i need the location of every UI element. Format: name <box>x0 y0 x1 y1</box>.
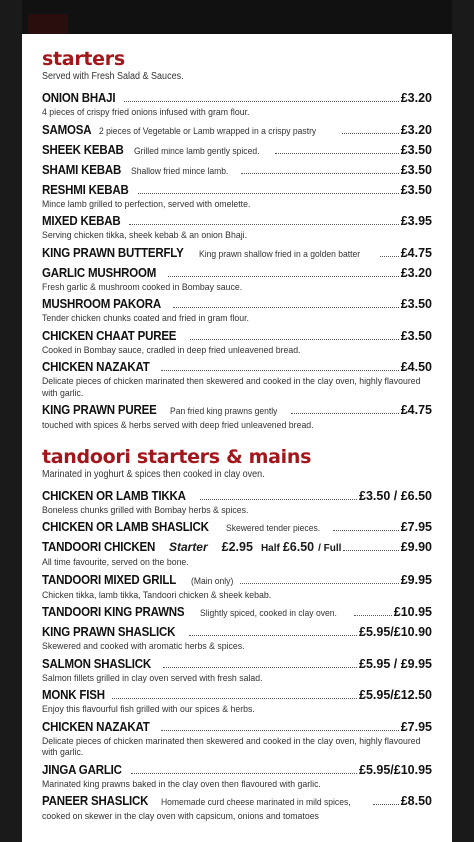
item-name: GARLIC MUSHROOM <box>42 265 157 280</box>
menu-item <box>42 123 432 139</box>
dot-leader <box>129 224 398 225</box>
item-name: SAMOSA <box>42 122 92 137</box>
item-description: Chicken tikka, lamb tikka, Tandoori chicken & sheek kebab. <box>42 589 272 601</box>
item-price: £3.20 <box>400 265 432 280</box>
item-price: £3.50 <box>400 297 432 311</box>
item-name: TANDOORI KING PRAWNS <box>42 605 185 619</box>
item-name: CHICKEN OR LAMB SHASLICK <box>42 520 209 534</box>
item-price: £3.20 <box>400 91 432 105</box>
item-description: Skewered and cooked with aromatic herbs & spices. <box>42 641 245 652</box>
full-label: / Full <box>318 543 342 554</box>
menu-item <box>42 794 432 823</box>
item-name: KING PRAWN BUTTERFLY <box>42 245 184 260</box>
item-name: CHICKEN OR LAMB TIKKA <box>42 488 186 503</box>
item-description: All time favourite, served on the bone. <box>42 557 189 568</box>
dot-leader <box>163 667 357 668</box>
dot-leader <box>168 276 399 277</box>
dot-leader <box>240 583 399 584</box>
item-name: SHAMI KEBAB <box>42 162 122 177</box>
dot-leader <box>131 773 357 774</box>
top-bar <box>22 0 452 34</box>
dot-leader <box>241 173 398 174</box>
menu-item <box>42 163 432 179</box>
item-description: cooked on skewer in the clay oven with capsicum, onions and tomatoes <box>42 811 319 822</box>
item-price: £3.50 <box>400 328 432 343</box>
tandoori-list <box>42 489 432 537</box>
dot-leader <box>333 530 399 531</box>
item-description: Delicate pieces of chicken marinated then skewered and cooked in the clay oven, highly flavoured with garlic. <box>42 735 421 758</box>
menu-item <box>42 266 432 294</box>
item-name: CHICKEN CHAAT PUREE <box>42 328 177 343</box>
item-description: Enjoy this flavourful fish grilled with our spices & herbs. <box>42 704 255 715</box>
item-price: £3.95 <box>400 214 432 228</box>
half-price: £6.50 <box>282 540 315 554</box>
item-inline-description: Shallow fried mince lamb. <box>131 165 229 177</box>
menu-item <box>42 657 432 685</box>
item-name: CHICKEN NAZAKAT <box>42 719 150 734</box>
dot-leader <box>354 615 392 616</box>
dot-leader <box>200 499 357 500</box>
dot-leader <box>190 339 399 340</box>
dot-leader <box>161 730 399 731</box>
item-price: £4.75 <box>400 245 432 260</box>
section-title-starters: starters <box>42 48 125 70</box>
dot-leader <box>275 153 399 154</box>
section-title-tandoori: tandoori starters & mains <box>42 445 312 468</box>
item-description: Serving chicken tikka, sheek kebab & an onion Bhaji. <box>42 230 248 241</box>
menu-item <box>42 573 432 602</box>
item-name: JINGA GARLIC <box>42 762 122 777</box>
item-inline-description: (Main only) <box>190 575 234 587</box>
item-price: £3.50 <box>400 162 432 177</box>
section-subtitle-starters: Served with Fresh Salad & Sauces. <box>42 71 184 82</box>
item-price: £10.95 <box>393 605 432 619</box>
menu-item <box>42 763 432 791</box>
item-inline-description: Grilled mince lamb gently spiced. <box>133 145 260 157</box>
menu-item <box>42 183 432 211</box>
item-name: RESHMI KEBAB <box>42 182 129 197</box>
dot-leader <box>138 193 399 194</box>
item-price: £3.20 <box>400 122 432 137</box>
item-name: SALMON SHASLICK <box>42 656 152 671</box>
item-name: KING PRAWN SHASLICK <box>42 625 176 639</box>
item-price: £8.50 <box>400 794 432 808</box>
menu-item <box>42 605 432 621</box>
item-description: Salmon fillets grilled in clay oven served with fresh salad. <box>42 672 263 684</box>
dot-leader <box>112 698 357 699</box>
item-price: £5.95/£10.95 <box>359 762 432 777</box>
item-inline-description: Slightly spiced, cooked in clay oven. <box>199 608 337 619</box>
item-description: Mince lamb grilled to perfection, served with omelette. <box>42 198 251 210</box>
full-price: £9.90 <box>400 540 432 554</box>
menu-item <box>42 489 432 517</box>
item-name: TANDOORI CHICKEN <box>42 540 156 554</box>
menu-content <box>42 48 432 827</box>
item-description: Boneless chunks grilled with Bombay herbs & spices. <box>42 504 249 516</box>
menu-item <box>42 297 432 325</box>
menu-item <box>42 143 432 159</box>
item-price: £5.95 / £9.95 <box>359 656 432 671</box>
menu-item <box>42 246 432 262</box>
item-name: MONK FISH <box>42 688 105 702</box>
item-name: CHICKEN NAZAKAT <box>42 360 150 374</box>
item-price: £4.75 <box>400 403 432 417</box>
item-name: ONION BHAJI <box>42 91 116 105</box>
item-price: £5.95/£12.50 <box>359 688 432 702</box>
menu-item <box>42 688 432 716</box>
menu-item <box>42 360 432 399</box>
dot-leader <box>189 635 357 636</box>
item-inline-description: Homemade curd cheese marinated in mild spices, <box>160 797 351 808</box>
item-price: £3.50 <box>400 182 432 197</box>
item-name: SHEEK KEBAB <box>42 142 124 157</box>
starter-price: £2.95 <box>221 540 253 554</box>
logo-fragment <box>28 14 68 34</box>
menu-item <box>42 720 432 759</box>
item-name: TANDOORI MIXED GRILL <box>42 572 177 587</box>
dot-leader <box>291 413 399 414</box>
menu-item <box>42 403 432 432</box>
section-subtitle-tandoori: Marinated in yoghurt & spices then cooked in clay oven. <box>42 468 265 480</box>
item-price: £9.95 <box>400 572 432 587</box>
item-name: MUSHROOM PAKORA <box>42 297 162 311</box>
half-label: Half <box>260 543 280 554</box>
item-price: £7.95 <box>400 719 432 734</box>
item-inline-description: Pan fried king prawns gently <box>169 406 278 417</box>
dot-leader <box>343 550 398 551</box>
item-inline-description: Skewered tender pieces. <box>226 523 321 534</box>
item-description: Delicate pieces of chicken marinated then skewered and cooked in the clay oven, highly flavoured with garlic. <box>42 376 421 399</box>
dot-leader <box>380 256 399 257</box>
dot-leader <box>173 307 398 308</box>
item-inline-description: King prawn shallow fried in a golden batter <box>198 248 361 260</box>
starter-label: Starter <box>168 540 208 554</box>
dot-leader <box>124 101 399 102</box>
item-description: Fresh garlic & mushroom cooked in Bombay sauce. <box>42 281 243 293</box>
item-name: PANEER SHASLICK <box>42 794 149 808</box>
dot-leader <box>373 804 399 805</box>
item-price: £5.95/£10.90 <box>359 625 432 639</box>
item-name: KING PRAWN PUREE <box>42 403 157 417</box>
item-price: £7.95 <box>400 520 432 534</box>
item-description: Marinated king prawns baked in the clay oven then flavoured with garlic. <box>42 778 321 790</box>
menu-item-tandoori-chicken <box>42 540 432 569</box>
item-description: 4 pieces of crispy fried onions infused with gram flour. <box>42 107 250 118</box>
dot-leader <box>342 133 399 134</box>
item-price: £3.50 / £6.50 <box>359 488 432 503</box>
item-inline-description: 2 pieces of Vegetable or Lamb wrapped in a crispy pastry <box>98 125 316 137</box>
starters-list <box>42 91 432 432</box>
menu-item <box>42 329 432 357</box>
item-description: touched with spices & herbs served with deep fried unleavened bread. <box>42 420 314 431</box>
item-name: MIXED KEBAB <box>42 214 121 228</box>
item-description: Cooked in Bombay sauce, cradled in deep fried unleavened bread. <box>42 344 301 356</box>
item-description: Tender chicken chunks coated and fried in gram flour. <box>42 313 249 324</box>
item-price: £3.50 <box>400 142 432 157</box>
menu-item <box>42 520 432 536</box>
item-price: £4.50 <box>400 360 432 374</box>
menu-item <box>42 625 432 653</box>
menu-item <box>42 91 432 119</box>
tandoori-list-continued <box>42 573 432 823</box>
menu-item <box>42 214 432 242</box>
dot-leader <box>161 370 399 371</box>
